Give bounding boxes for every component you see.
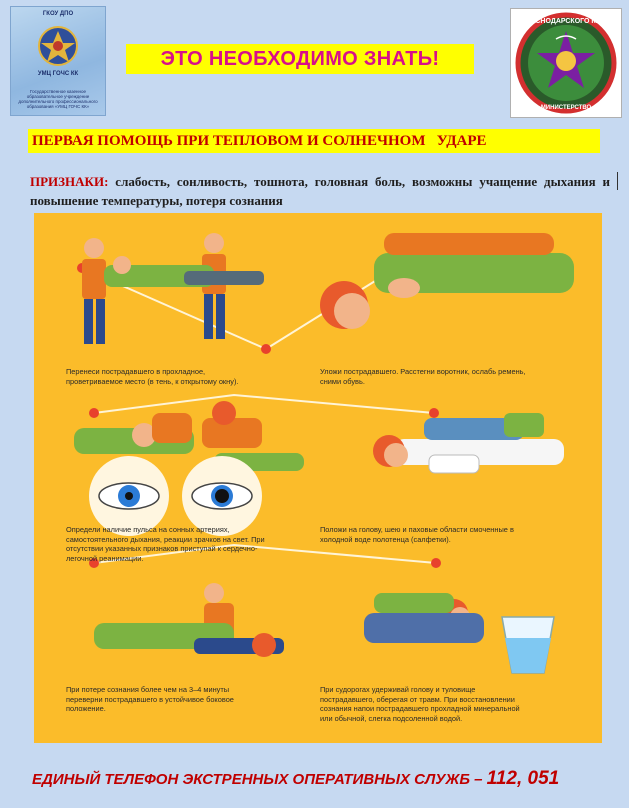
emergency-numbers: 112, 051 [486, 768, 560, 789]
cold-towel-illustration [373, 413, 564, 473]
ring-top-text: КРАСНОДАРСКОГО КРАЯ [522, 18, 610, 25]
eye-pupil-illustration [89, 456, 262, 536]
logo-left-abbrev: УМЦ ГОЧС КК [37, 71, 79, 77]
seizure-support-illustration [364, 593, 484, 643]
signs-text: слабость, сонливость, тошнота, головная боль, возможны учащение дыхания и повышение температуры, потеря сознания [30, 174, 610, 208]
signs-paragraph [30, 172, 610, 210]
main-title: ЭТО НЕОБХОДИМО ЗНАТЬ! [126, 44, 474, 74]
step-caption-1: Перенеси пострадавшего в прохладное, проветриваемое место (в тень, к открытому окну). [66, 367, 239, 386]
ministry-emblem-icon [511, 9, 621, 117]
emergency-phone-footer [32, 768, 622, 790]
footer-text: ЕДИНЫЙ ТЕЛЕФОН ЭКСТРЕННЫХ ОПЕРАТИВНЫХ СЛУЖБ – [32, 771, 487, 788]
step-caption-2: Уложи пострадавшего. Расстегни воротник, ослабь ремень, сними обувь. [320, 367, 526, 386]
ring-bottom-text: МИНИСТЕРСТВО [540, 105, 592, 111]
carry-victim-illustration [82, 233, 264, 344]
ministry-krasnodar-logo [510, 8, 622, 118]
step-caption-3: Определи наличие пульса на сонных артериях, самостоятельного дыхания, реакции зрачков на свет. При отсутствии указанных признаков приступай к сердечно-легочной реанимации. [66, 525, 265, 563]
umc-gochs-logo [10, 6, 106, 116]
signs-label: ПРИЗНАКИ: [30, 174, 109, 189]
logo-left-top-text: ГКОУ ДПО [42, 11, 74, 17]
recovery-position-illustration [94, 583, 284, 657]
text-cursor-bar [617, 172, 618, 190]
logo-left-full-name: Государственное казенное образовательное учреждение дополнительного профессионального образования «УМЦ ГОЧС КК» [18, 89, 98, 109]
step-caption-4: Положи на голову, шею и паховые области смоченные в холодной воде полотенца (салфетки). [320, 525, 514, 544]
section-title: ПЕРВАЯ ПОМОЩЬ ПРИ ТЕПЛОВОМ И СОЛНЕЧНОМ УДАРЕ [28, 129, 600, 153]
loosen-collar-illustration [320, 233, 574, 329]
step-caption-5: При потере сознания более чем на 3–4 минуты переверни пострадавшего в устойчивое боковое положение. [66, 685, 234, 713]
emblem-icon [37, 25, 79, 67]
water-glass-icon [502, 617, 554, 673]
infographic-illustrations [34, 213, 602, 743]
first-aid-infographic [34, 213, 602, 743]
step-caption-6: При судорогах удерживай голову и туловище пострадавшего, оберегая от травм. При восстановлении сознания напои пострадавшего прохладной минеральной или обычной, слегка подсоленной водой. [320, 685, 520, 723]
